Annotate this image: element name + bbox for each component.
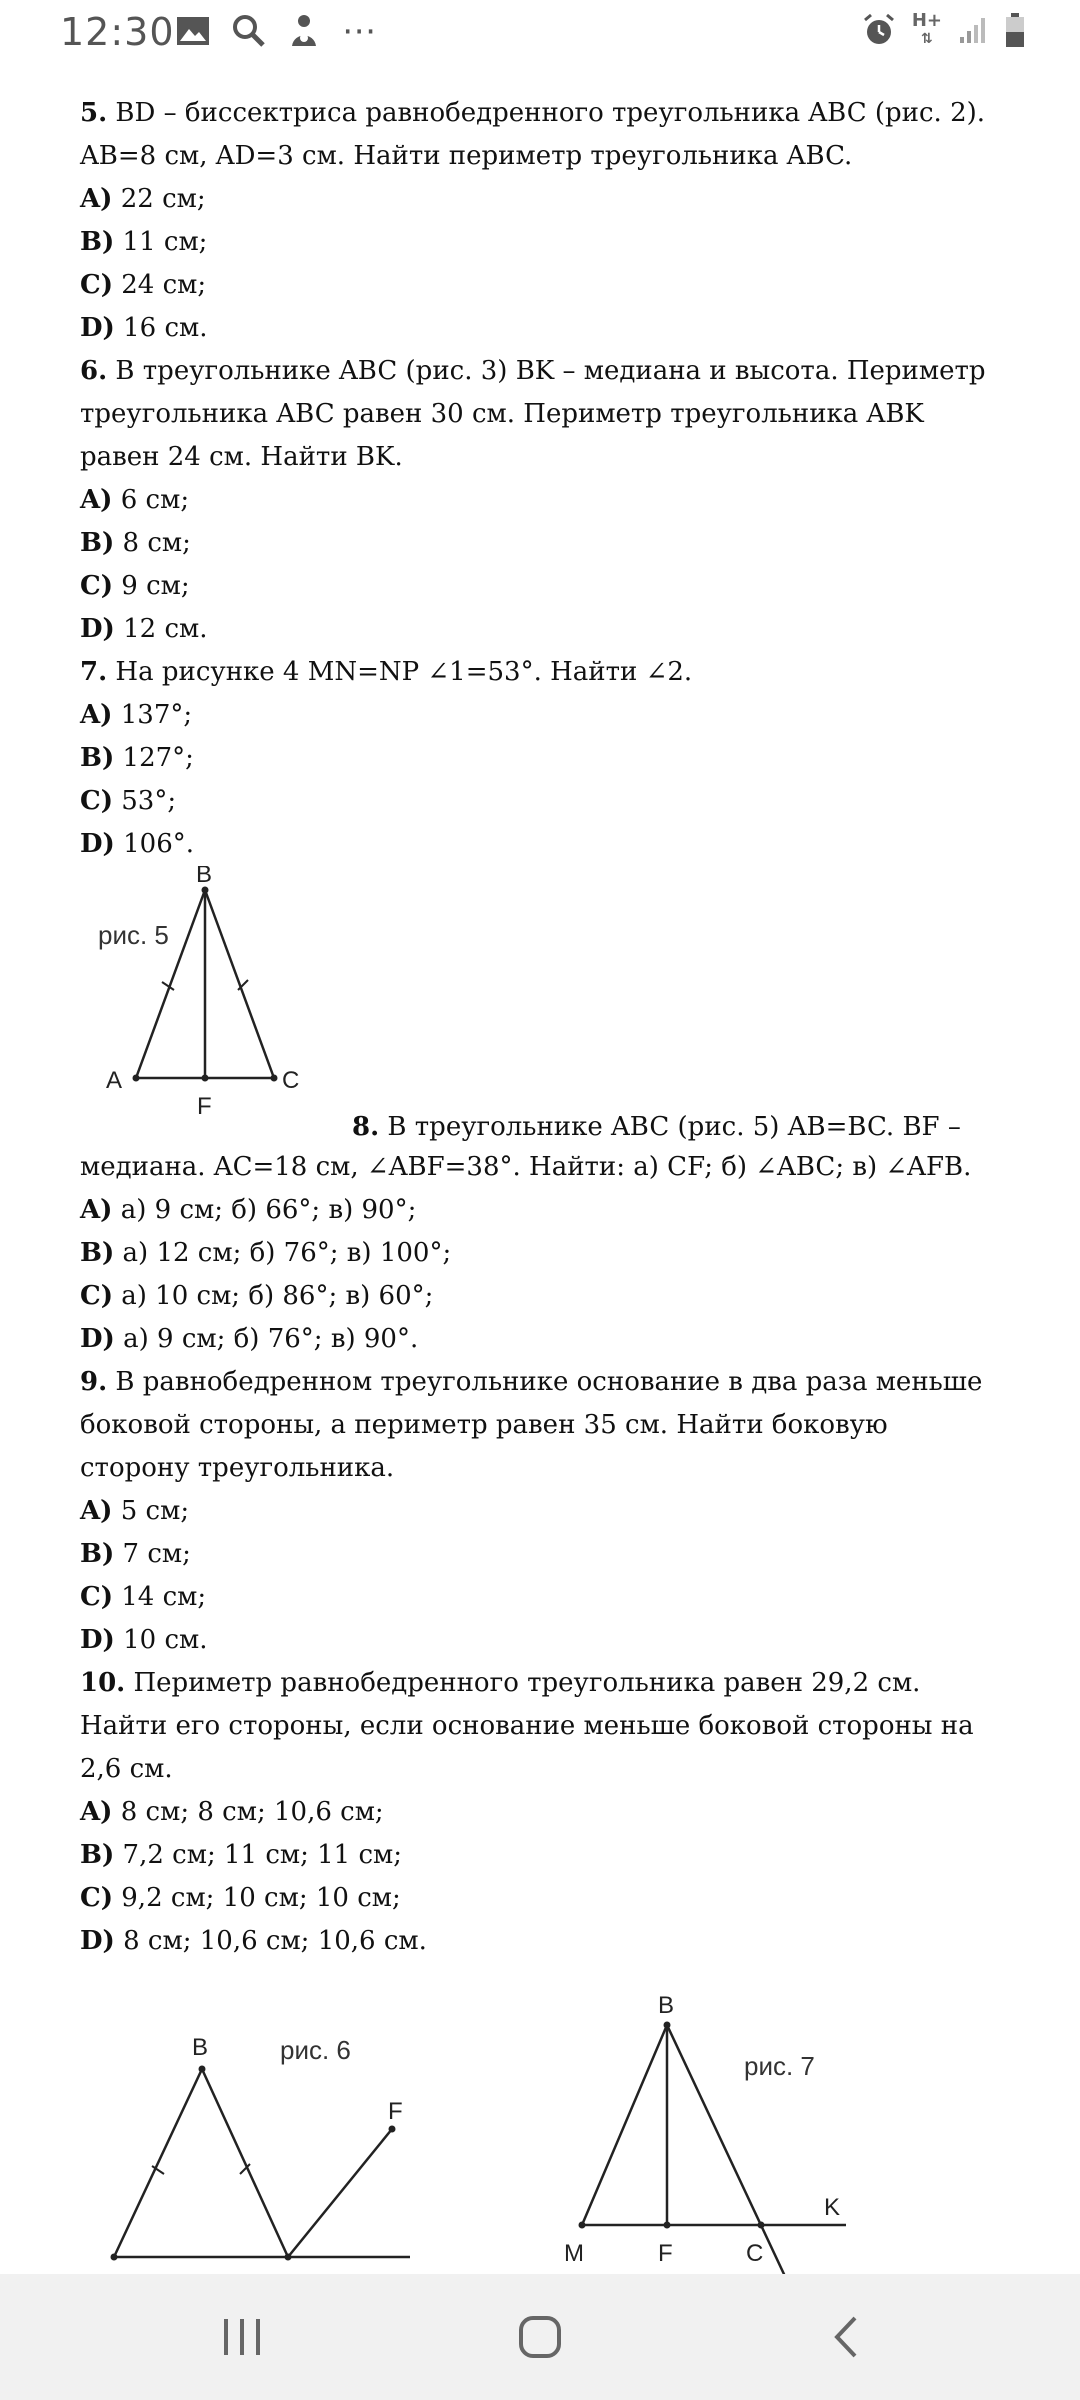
label-C: C — [282, 1067, 300, 1094]
option-letter: B) — [80, 1539, 115, 1569]
option-line — [80, 608, 1000, 651]
option-line — [80, 307, 1000, 350]
question-9 — [80, 1361, 1000, 1490]
option-text: 7,2 см; 11 см; 11 см; — [114, 1840, 403, 1870]
segment-CF — [288, 2129, 392, 2257]
option-letter: D) — [80, 1324, 115, 1354]
option-text: 22 см; — [112, 184, 206, 214]
option-text: 137°; — [112, 700, 193, 730]
option-line — [80, 694, 1000, 737]
option-text: 9,2 см; 10 см; 10 см; — [113, 1883, 401, 1913]
option-letter: D) — [80, 313, 115, 343]
option-letter: D) — [80, 1625, 115, 1655]
question-number: 5. — [80, 98, 108, 128]
label-B: B — [196, 866, 213, 888]
option-letter: B) — [80, 227, 115, 257]
option-letter: A) — [80, 184, 113, 214]
question-10 — [80, 1662, 1000, 1791]
option-letter: C) — [80, 270, 113, 300]
option-text: 8 см; — [114, 528, 191, 558]
option-text: 8 см; 8 см; 10,6 см; — [112, 1797, 384, 1827]
image-icon — [176, 16, 210, 46]
status-bar — [0, 0, 1080, 64]
figure-5-caption: рис. 5 — [98, 920, 169, 950]
question-number: 9. — [80, 1367, 108, 1397]
label-A: A — [106, 1067, 123, 1094]
label-B: B — [658, 1992, 675, 2019]
option-text: а) 9 см; б) 76°; в) 90°. — [114, 1324, 419, 1354]
option-text: 6 см; — [112, 485, 190, 515]
recent-apps-icon — [220, 2317, 264, 2357]
figure-6 — [80, 2009, 500, 2309]
question-6 — [80, 350, 1000, 479]
question-5 — [80, 92, 1000, 178]
option-line — [80, 522, 1000, 565]
status-time: 12:30 — [60, 10, 175, 54]
option-letter: C) — [80, 1281, 113, 1311]
option-line — [80, 1791, 1000, 1834]
status-left-icons — [176, 12, 376, 50]
option-letter: C) — [80, 1883, 113, 1913]
option-text: 53°; — [113, 786, 177, 816]
option-line — [80, 479, 1000, 522]
option-text: 9 см; — [113, 571, 190, 601]
option-text: 106°. — [114, 829, 195, 859]
option-letter: D) — [80, 1926, 115, 1956]
label-F: F — [197, 1093, 212, 1120]
question-text: Периметр равнобедренного треугольника равен 29,2 см. Найти его стороны, если основание меньше боковой стороны на 2,6 см. — [80, 1668, 974, 1784]
figure-5-block — [80, 866, 1000, 1146]
option-line — [80, 1318, 1000, 1361]
question-number: 8. — [352, 1112, 380, 1142]
option-letter: B) — [80, 528, 115, 558]
option-letter: A) — [80, 1496, 113, 1526]
segment-BM — [582, 2025, 667, 2225]
option-letter: B) — [80, 1238, 115, 1268]
segment-AB — [114, 2069, 202, 2257]
status-right-icons — [862, 12, 1026, 48]
option-text: а) 12 см; б) 76°; в) 100°; — [114, 1238, 452, 1268]
option-text: 11 см; — [114, 227, 208, 257]
back-icon — [831, 2314, 861, 2360]
point-B — [199, 2066, 206, 2073]
option-text: 5 см; — [112, 1496, 190, 1526]
assistant-icon — [288, 14, 320, 48]
question-text: В треугольнике ABC (рис. 3) BK – медиана и высота. Периметр треугольника ABC равен 30 см. Периметр треугольника ABK равен 24 см. Найти BK. — [80, 356, 986, 472]
option-letter: A) — [80, 485, 113, 515]
option-line — [80, 1275, 1000, 1318]
option-letter: C) — [80, 1582, 113, 1612]
option-line — [80, 737, 1000, 780]
option-text: 7 см; — [114, 1539, 191, 1569]
figures-6-7 — [80, 1979, 1000, 2309]
label-C: C — [746, 2240, 764, 2267]
point-F — [202, 1075, 209, 1082]
alarm-icon — [862, 13, 896, 47]
label-B: B — [192, 2034, 209, 2061]
option-text: 24 см; — [113, 270, 207, 300]
question-text: В треугольнике ABC (рис. 5) AB=BC. BF – — [379, 1112, 961, 1142]
point-A — [133, 1075, 140, 1082]
signal-icon — [958, 15, 988, 45]
option-text: 16 см. — [114, 313, 208, 343]
point-C — [271, 1075, 278, 1082]
home-button[interactable] — [500, 2304, 580, 2370]
option-letter: A) — [80, 1797, 113, 1827]
option-line — [80, 1533, 1000, 1576]
option-line — [80, 264, 1000, 307]
option-text: 127°; — [114, 743, 194, 773]
option-text: 12 см. — [114, 614, 208, 644]
question-8 — [352, 1106, 1012, 1149]
label-F: F — [658, 2240, 673, 2267]
option-line — [80, 823, 1000, 866]
question-8-continued: медиана. AC=18 см, ∠ABF=38°. Найти: а) CF; б) ∠ABC; в) ∠AFB. — [80, 1152, 972, 1182]
point-A — [111, 2254, 118, 2261]
option-text: а) 9 см; б) 66°; в) 90°; — [112, 1195, 417, 1225]
question-number: 10. — [80, 1668, 126, 1698]
question-text: На рисунке 4 MN=NP ∠1=53°. Найти ∠2. — [107, 657, 693, 687]
figure-7 — [540, 1979, 960, 2309]
point-M — [579, 2222, 586, 2229]
battery-icon — [1004, 12, 1026, 48]
label-K: K — [824, 2194, 841, 2221]
network-hplus-icon: H+ ⇅ — [911, 10, 942, 47]
option-line — [80, 1920, 1000, 1963]
label-F: F — [388, 2098, 403, 2125]
option-line — [80, 1619, 1000, 1662]
more-icon: ⋯ — [342, 11, 376, 51]
home-icon — [517, 2314, 563, 2360]
segment-AB — [136, 890, 205, 1078]
point-C — [758, 2222, 765, 2229]
option-letter: D) — [80, 829, 115, 859]
figure-7-caption: рис. 7 — [744, 2051, 815, 2081]
option-letter: A) — [80, 700, 113, 730]
option-line — [80, 1490, 1000, 1533]
option-line — [80, 221, 1000, 264]
option-letter: D) — [80, 614, 115, 644]
document-content — [80, 92, 1000, 2309]
option-text: 8 см; 10,6 см; 10,6 см. — [114, 1926, 427, 1956]
option-letter: A) — [80, 1195, 113, 1225]
back-button[interactable] — [806, 2304, 886, 2370]
segment-BC — [202, 2069, 288, 2257]
option-text: а) 10 см; б) 86°; в) 60°; — [113, 1281, 434, 1311]
option-letter: C) — [80, 786, 113, 816]
segment-BC — [205, 890, 274, 1078]
option-line — [80, 780, 1000, 823]
option-line — [80, 1877, 1000, 1920]
question-7 — [80, 651, 1000, 694]
question-text: В равнобедренном треугольнике основание в два раза меньше боковой стороны, а периметр равен 35 см. Найти боковую сторону треугольника. — [80, 1367, 983, 1483]
option-letter: B) — [80, 1840, 115, 1870]
question-number: 6. — [80, 356, 108, 386]
option-line — [80, 1576, 1000, 1619]
navigation-bar — [0, 2274, 1080, 2400]
point-B — [664, 2022, 671, 2029]
option-text: 14 см; — [113, 1582, 207, 1612]
option-line — [80, 1189, 1000, 1232]
network-label: H+ — [911, 10, 942, 31]
option-letter: B) — [80, 743, 115, 773]
question-number: 7. — [80, 657, 108, 687]
figure-5 — [80, 866, 340, 1146]
point-F — [389, 2126, 396, 2133]
option-line — [80, 1834, 1000, 1877]
option-line — [80, 1232, 1000, 1275]
option-letter: C) — [80, 571, 113, 601]
figure-6-caption: рис. 6 — [280, 2035, 351, 2065]
point-F — [664, 2222, 671, 2229]
option-line — [80, 565, 1000, 608]
label-M: M — [564, 2240, 584, 2267]
search-icon — [232, 14, 266, 48]
option-line — [80, 178, 1000, 221]
point-C — [285, 2254, 292, 2261]
recent-apps-button[interactable] — [202, 2304, 282, 2370]
option-text: 10 см. — [114, 1625, 208, 1655]
question-text: BD – биссектриса равнобедренного треугольника ABC (рис. 2). AB=8 см, AD=3 см. Найти периметр треугольника ABC. — [80, 98, 986, 171]
